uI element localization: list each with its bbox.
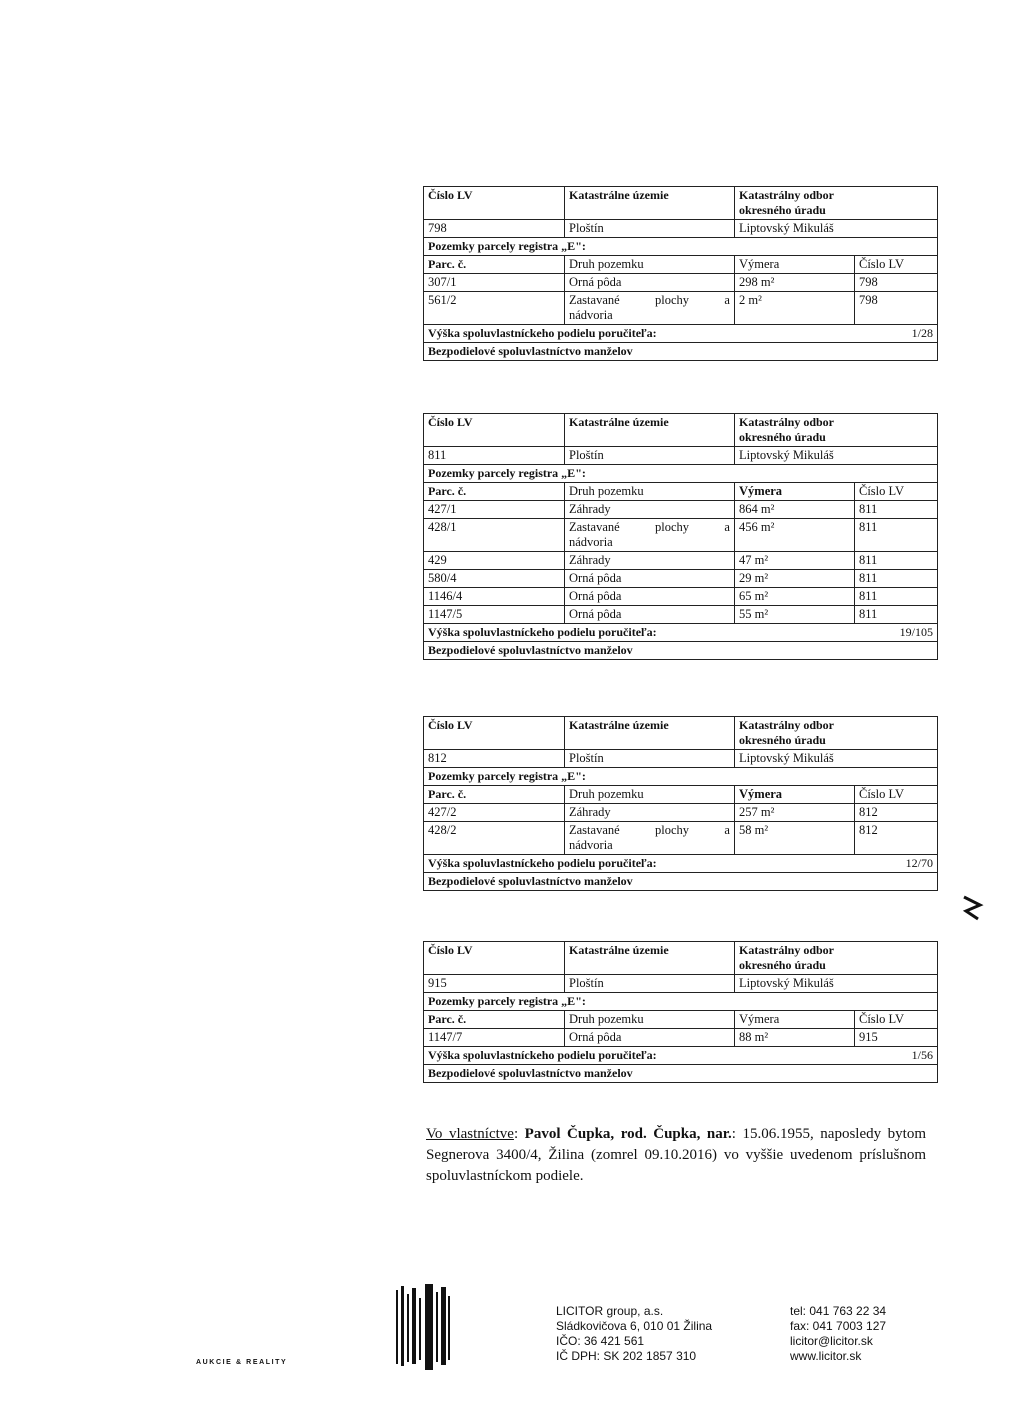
lv-table-798: [423, 186, 938, 361]
header-vymera: Výmera: [735, 1011, 855, 1029]
parc-cell: 580/4: [424, 570, 565, 588]
druh-cell: Zastavané plochy a nádvoria: [565, 292, 735, 325]
table-header-row: [424, 717, 938, 750]
header-cislo-lv: Číslo LV: [424, 717, 565, 750]
header-vymera: Výmera: [735, 786, 855, 804]
lv-number: 798: [424, 220, 565, 238]
druh-cell: Orná pôda: [565, 274, 735, 292]
table-header-row: [424, 942, 938, 975]
table-row: [424, 822, 938, 855]
ownership-prefix: Vo vlastníctve: [426, 1126, 514, 1142]
lv-cell: 811: [855, 606, 938, 624]
parc-cell: 307/1: [424, 274, 565, 292]
vymera-cell: 298 m²: [735, 274, 855, 292]
odbor-value: Liptovský Mikuláš: [735, 220, 938, 238]
parc-cell: 427/1: [424, 501, 565, 519]
share-row: Výška spoluvlastníckeho podielu poručiteľa: 12/70: [424, 855, 938, 873]
header-druh: Druh pozemku: [565, 1011, 735, 1029]
pozemky-label: Pozemky parcely registra „E":: [424, 465, 938, 483]
header-parc: Parc. č.: [424, 483, 565, 501]
header-druh: Druh pozemku: [565, 786, 735, 804]
lv-cell: 811: [855, 501, 938, 519]
odbor-value: Liptovský Mikuláš: [735, 975, 938, 993]
share-value: 1/56: [911, 1048, 934, 1062]
lv-cell: 811: [855, 570, 938, 588]
header-vymera: Výmera: [735, 256, 855, 274]
bezpodielove-label: Bezpodielové spoluvlastníctvo manželov: [424, 642, 938, 660]
header-parc: Parc. č.: [424, 256, 565, 274]
vymera-cell: 58 m²: [735, 822, 855, 855]
header-odbor: Katastrálny odbor okresného úradu: [735, 187, 938, 220]
header-lv: Číslo LV: [855, 483, 938, 501]
uzemie-value: Ploštín: [565, 220, 735, 238]
lv-number: 915: [424, 975, 565, 993]
header-lv: Číslo LV: [855, 1011, 938, 1029]
ownership-paragraph: Vo vlastníctve: Pavol Čupka, rod. Čupka, nar.: 15.06.1955, naposledy bytom Segnerova 3400/4, Žilina (zomrel 09.10.2016) vo vyššie uvedenom príslušnom spoluvlastníckom podiele.: [426, 1126, 927, 1184]
druh-cell: Záhrady: [565, 501, 735, 519]
header-lv: Číslo LV: [855, 786, 938, 804]
parc-cell: 429: [424, 552, 565, 570]
header-druh: Druh pozemku: [565, 483, 735, 501]
druh-cell: Orná pôda: [565, 606, 735, 624]
contact-tel: tel: 041 763 22 34: [790, 1304, 887, 1318]
vymera-cell: 47 m²: [735, 552, 855, 570]
pozemky-label: Pozemky parcely registra „E":: [424, 768, 938, 786]
header-parc: Parc. č.: [424, 786, 565, 804]
share-value: 19/105: [899, 625, 934, 639]
vymera-cell: 2 m²: [735, 292, 855, 325]
header-druh: Druh pozemku: [565, 256, 735, 274]
druh-cell: Zastavané plochy a nádvoria: [565, 822, 735, 855]
lv-cell: 812: [855, 822, 938, 855]
header-vymera: Výmera: [735, 483, 855, 501]
table-row: [424, 447, 938, 465]
druh-cell: Záhrady: [565, 804, 735, 822]
company-info: [556, 1304, 712, 1364]
company-ico: IČO: 36 421 561: [556, 1334, 645, 1348]
druh-cell: Orná pôda: [565, 570, 735, 588]
header-odbor: Katastrálny odbor okresného úradu: [735, 414, 938, 447]
header-uzemie: Katastrálne územie: [565, 414, 735, 447]
druh-cell: Orná pôda: [565, 1029, 735, 1047]
parc-cell: 428/2: [424, 822, 565, 855]
table-header-row: [424, 786, 938, 804]
vymera-cell: 65 m²: [735, 588, 855, 606]
parc-cell: 561/2: [424, 292, 565, 325]
odbor-value: Liptovský Mikuláš: [735, 447, 938, 465]
share-row: Výška spoluvlastníckeho podielu poručiteľa: 19/105: [424, 624, 938, 642]
table-row: [424, 588, 938, 606]
table-row: [424, 804, 938, 822]
parc-cell: 1147/5: [424, 606, 565, 624]
contact-web[interactable]: www.licitor.sk: [790, 1349, 862, 1363]
table-row: [424, 570, 938, 588]
table-row: [424, 501, 938, 519]
vymera-cell: 55 m²: [735, 606, 855, 624]
table-row: [424, 519, 938, 552]
header-lv: Číslo LV: [855, 256, 938, 274]
header-odbor: Katastrálny odbor okresného úradu: [735, 942, 938, 975]
company-name: LICITOR group, a.s.: [556, 1304, 664, 1318]
uzemie-value: Ploštín: [565, 975, 735, 993]
scan-mark-icon: [960, 893, 984, 923]
table-row: [424, 750, 938, 768]
vymera-cell: 456 m²: [735, 519, 855, 552]
bezpodielove-label: Bezpodielové spoluvlastníctvo manželov: [424, 1065, 938, 1083]
contact-email[interactable]: licitor@licitor.sk: [790, 1334, 873, 1348]
share-value: 1/28: [911, 326, 934, 340]
header-uzemie: Katastrálne územie: [565, 187, 735, 220]
contact-info: [790, 1304, 886, 1364]
table-row: [424, 975, 938, 993]
lv-cell: 798: [855, 274, 938, 292]
lv-table-811: [423, 413, 938, 660]
share-value: 12/70: [905, 856, 934, 870]
parc-cell: 1147/7: [424, 1029, 565, 1047]
druh-cell: Orná pôda: [565, 588, 735, 606]
header-uzemie: Katastrálne územie: [565, 942, 735, 975]
odbor-value: Liptovský Mikuláš: [735, 750, 938, 768]
table-row: [424, 552, 938, 570]
header-cislo-lv: Číslo LV: [424, 942, 565, 975]
contact-fax: fax: 041 7003 127: [790, 1319, 887, 1333]
company-dic: IČ DPH: SK 202 1857 310: [556, 1349, 697, 1363]
uzemie-value: Ploštín: [565, 750, 735, 768]
table-row: [424, 606, 938, 624]
lv-cell: 811: [855, 519, 938, 552]
uzemie-value: Ploštín: [565, 447, 735, 465]
lv-number: 811: [424, 447, 565, 465]
bezpodielove-label: Bezpodielové spoluvlastníctvo manželov: [424, 873, 938, 891]
header-cislo-lv: Číslo LV: [424, 187, 565, 220]
logo-barcode-icon: [392, 1284, 452, 1370]
company-address: Sládkovičova 6, 010 01 Žilina: [556, 1319, 713, 1333]
lv-cell: 811: [855, 552, 938, 570]
vymera-cell: 29 m²: [735, 570, 855, 588]
pozemky-label: Pozemky parcely registra „E":: [424, 238, 938, 256]
lv-cell: 811: [855, 588, 938, 606]
ownership-rest: : 15.06.1955, naposledy bytom Segnerova 3400/4, Žilina (zomrel 09.10.2016) vo vyššie uvedenom príslušnom spoluvlastníckom podiele.: [426, 1126, 927, 1184]
lv-cell: 915: [855, 1029, 938, 1047]
lv-cell: 798: [855, 292, 938, 325]
lv-table-915: [423, 941, 938, 1083]
vymera-cell: 88 m²: [735, 1029, 855, 1047]
header-uzemie: Katastrálne územie: [565, 717, 735, 750]
share-row: Výška spoluvlastníckeho podielu poručiteľa: 1/28: [424, 325, 938, 343]
table-row: [424, 1029, 938, 1047]
vymera-cell: 257 m²: [735, 804, 855, 822]
brand-tagline: AUKCIE & REALITY: [196, 1359, 288, 1366]
pozemky-label: Pozemky parcely registra „E":: [424, 993, 938, 1011]
table-row: [424, 274, 938, 292]
owner-name: Pavol Čupka, rod. Čupka, nar.: [524, 1126, 732, 1142]
druh-cell: Záhrady: [565, 552, 735, 570]
header-cislo-lv: Číslo LV: [424, 414, 565, 447]
table-header-row: [424, 256, 938, 274]
parc-cell: 428/1: [424, 519, 565, 552]
bezpodielove-label: Bezpodielové spoluvlastníctvo manželov: [424, 343, 938, 361]
table-row: [424, 220, 938, 238]
parc-cell: 1146/4: [424, 588, 565, 606]
druh-cell: Zastavané plochy a nádvoria: [565, 519, 735, 552]
share-row: Výška spoluvlastníckeho podielu poručiteľa: 1/56: [424, 1047, 938, 1065]
header-parc: Parc. č.: [424, 1011, 565, 1029]
vymera-cell: 864 m²: [735, 501, 855, 519]
table-header-row: [424, 187, 938, 220]
lv-number: 812: [424, 750, 565, 768]
table-header-row: [424, 483, 938, 501]
table-row: [424, 292, 938, 325]
parc-cell: 427/2: [424, 804, 565, 822]
lv-table-812: [423, 716, 938, 891]
lv-cell: 812: [855, 804, 938, 822]
header-odbor: Katastrálny odbor okresného úradu: [735, 717, 938, 750]
table-header-row: [424, 414, 938, 447]
table-header-row: [424, 1011, 938, 1029]
